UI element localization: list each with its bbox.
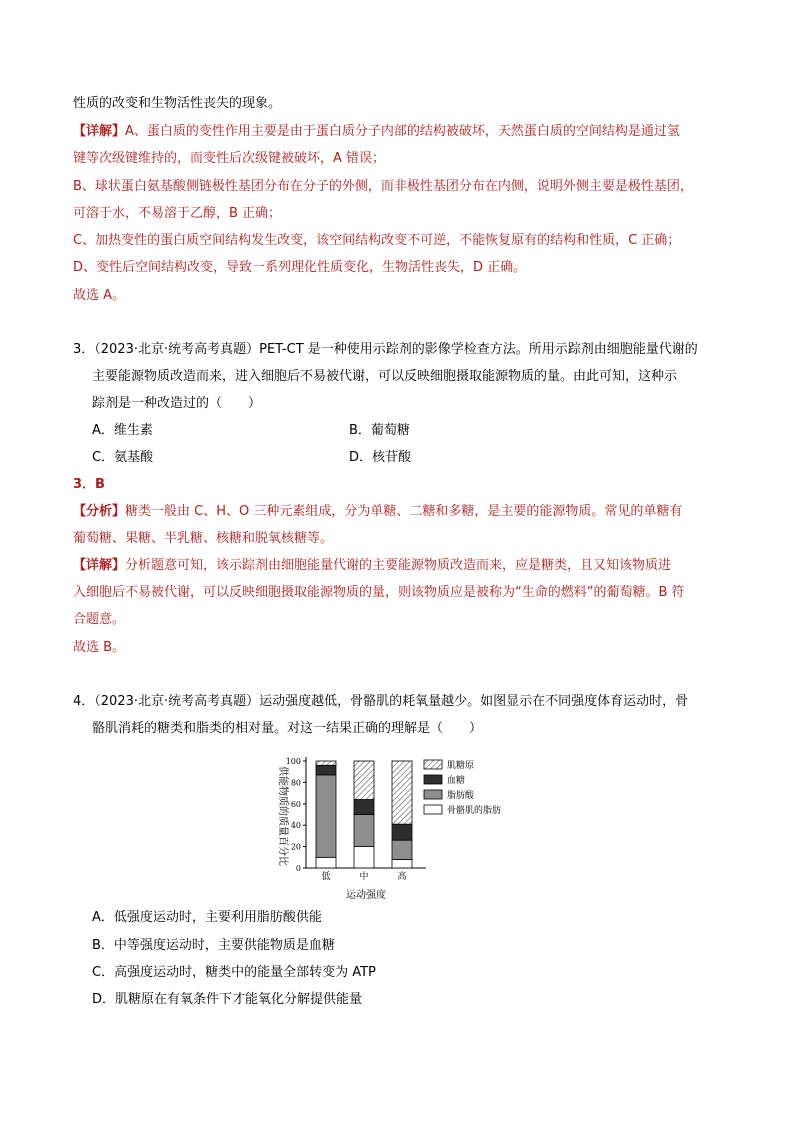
option-d: D．核苷酸 bbox=[349, 450, 412, 465]
bar-segment bbox=[316, 775, 336, 857]
text-line: 性质的改变和生物活性丧失的现象。 bbox=[73, 96, 282, 111]
bar-segment bbox=[316, 761, 336, 765]
detail-line: B、球状蛋白氨基酸侧链极性基团分布在分子的外侧，而非极性基团分布在内侧，说明外侧主要是极性基团， bbox=[73, 179, 693, 194]
question-3-stem: 踪剂是一种改造过的（ ） bbox=[92, 396, 262, 411]
question-3-stem: 3．（2023·北京·统考高考真题）PET-CT 是一种使用示踪剂的影像学检查方法。所用示踪剂由细胞能量代谢的 bbox=[73, 342, 698, 357]
legend-label: 骨骼肌的脂肪 bbox=[447, 806, 502, 816]
option-d: D．肌糖原在有氧条件下才能氧化分解提供能量 bbox=[92, 992, 363, 1007]
x-tick-label: 中 bbox=[359, 872, 369, 882]
detail-line: D、变性后空间结构改变，导致一系列理化性质变化，生物活性丧失，D 正确。 bbox=[73, 260, 527, 275]
bar-segment bbox=[392, 761, 412, 824]
bar-segment bbox=[354, 847, 374, 868]
analysis-line bbox=[73, 502, 682, 521]
option-a: A．维生素 bbox=[92, 423, 153, 438]
y-tick-label: 0 bbox=[295, 864, 301, 873]
question-3-stem: 主要能源物质改造而来，进入细胞后不易被代谢，可以反映细胞摄取能源物质的量。由此可知，这种示 bbox=[92, 369, 678, 384]
x-axis-label: 运动强度 bbox=[346, 890, 386, 901]
detail-line bbox=[73, 122, 680, 141]
x-tick-label: 高 bbox=[397, 872, 407, 882]
chart-legend bbox=[424, 759, 501, 816]
detail-text: A、蛋白质的变性作用主要是由于蛋白质分子内部的结构被破坏，天然蛋白质的空间结构是通过氢 bbox=[125, 124, 680, 139]
detail-line: C、加热变性的蛋白质空间结构发生改变，该空间结构改变不可逆，不能恢复原有的结构和性质，C 正确； bbox=[73, 233, 681, 248]
option-b: B．葡萄糖 bbox=[349, 423, 410, 438]
bar-segment bbox=[354, 800, 374, 815]
x-tick-label: 低 bbox=[321, 872, 331, 882]
detail-tag: 【详解】 bbox=[73, 558, 126, 573]
answer: 3．B bbox=[73, 477, 105, 492]
choose-line: 故选 B。 bbox=[73, 640, 126, 655]
detail-line: 可溶于水，不易溶于乙醇，B 正确； bbox=[73, 206, 282, 221]
detail-tag: 【详解】 bbox=[73, 124, 126, 139]
detail-line bbox=[73, 556, 671, 575]
question-4-stem: 4．（2023·北京·统考高考真题）运动强度越低，骨骼肌的耗氧量越少。如图显示在不同强度体育运动时，骨 bbox=[73, 694, 689, 709]
y-tick-label: 40 bbox=[290, 821, 301, 831]
bar-segment bbox=[392, 859, 412, 868]
chart-bars bbox=[316, 761, 412, 868]
analysis-tag: 【分析】 bbox=[73, 504, 126, 519]
bar-segment bbox=[316, 857, 336, 868]
detail-line: 入细胞后不易被代谢，可以反映细胞摄取能源物质的量，则该物质应是被称为“生命的燃料”的葡萄糖。B 符 bbox=[73, 585, 685, 600]
bar-segment bbox=[392, 840, 412, 859]
legend-label: 肌糖原 bbox=[447, 761, 475, 771]
bar-segment bbox=[392, 824, 412, 840]
bar-segment bbox=[354, 815, 374, 847]
analysis-text: 糖类一般由 C、H、O 三种元素组成，分为单糖、二糖和多糖，是主要的能源物质。常见的单糖有 bbox=[125, 504, 683, 519]
legend-label: 血糖 bbox=[447, 776, 466, 786]
legend-swatch bbox=[424, 775, 442, 784]
y-axis-label: 供能物质的质量百分比 bbox=[277, 766, 288, 866]
y-tick-label: 60 bbox=[290, 799, 301, 809]
stacked-bar-chart bbox=[270, 748, 532, 904]
option-c: C．高强度运动时，糖类中的能量全部转变为 ATP bbox=[92, 965, 376, 980]
option-c: C．氨基酸 bbox=[92, 450, 154, 465]
legend-swatch bbox=[424, 760, 442, 769]
y-tick-label: 100 bbox=[285, 757, 301, 766]
analysis-line: 葡萄糖、果糖、半乳糖、核糖和脱氧核糖等。 bbox=[73, 531, 334, 546]
choose-line: 故选 A。 bbox=[73, 288, 126, 303]
option-a: A．低强度运动时，主要利用脂肪酸供能 bbox=[92, 910, 322, 925]
detail-line: 合题意。 bbox=[73, 612, 126, 627]
legend-swatch bbox=[424, 805, 442, 814]
detail-line: 键等次级键维持的，而变性后次级键被破坏，A 错误； bbox=[73, 151, 386, 166]
y-tick-label: 20 bbox=[290, 842, 301, 852]
y-tick-label: 80 bbox=[290, 778, 301, 788]
legend-label: 脂肪酸 bbox=[447, 791, 475, 801]
detail-text: 分析题意可知，该示踪剂由细胞能量代谢的主要能源物质改造而来，应是糖类，且又知该物质进 bbox=[125, 558, 672, 573]
bar-segment bbox=[354, 761, 374, 800]
option-b: B．中等强度运动时，主要供能物质是血糖 bbox=[92, 938, 335, 953]
question-4-stem: 骼肌消耗的糖类和脂类的相对量。对这一结果正确的理解是（ ） bbox=[92, 721, 483, 736]
bar-segment bbox=[316, 765, 336, 775]
legend-swatch bbox=[424, 790, 442, 799]
